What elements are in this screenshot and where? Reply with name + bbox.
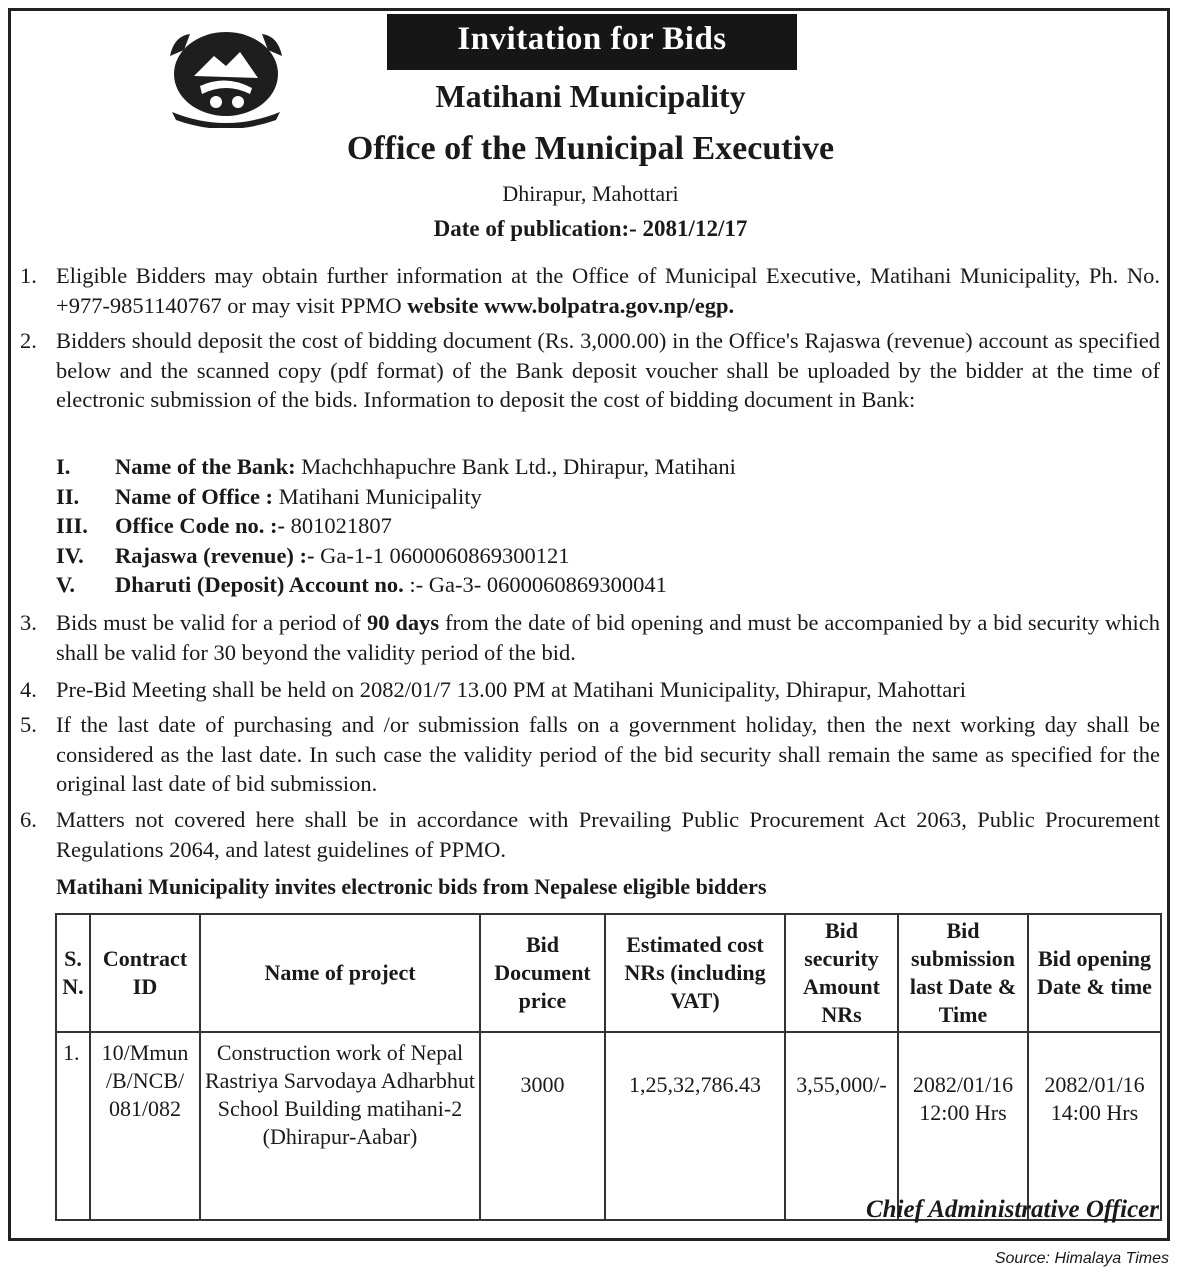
bids-table bbox=[55, 913, 1162, 1221]
bank-row: I. Name of the Bank: Machchhapuchre Bank Ltd., Dhirapur, Matihani bbox=[56, 454, 736, 479]
table-header-row bbox=[56, 914, 1161, 1032]
list-item: 1. Eligible Bidders may obtain further information at the Office of Municipal Executive, Matihani Municipality, Ph. No. +977-9851140767 or may visit PPMO website www.bolpatra.gov.np/egp. bbox=[20, 263, 1160, 318]
cell-security: 3,55,000/- bbox=[785, 1032, 898, 1220]
cell-doc-price: 3000 bbox=[480, 1032, 605, 1220]
list-item: 2. Bidders should deposit the cost of bidding document (Rs. 3,000.00) in the Office's Rajaswa (revenue) account as specified below and the scanned copy (pdf format) of the Bank deposit voucher shall be uploaded by the bidder at the time of electronic submission of the bids. Information to deposit the cost of bidding document in Bank: bbox=[20, 328, 1160, 412]
col-opening: Bid opening Date & time bbox=[1028, 914, 1161, 1032]
list-item: 5. If the last date of purchasing and /or submission falls on a government holiday, then the next working day shall be considered as the last date. In such case the validity period of the bid security shall remain the same as specified for the original last date of bid submission. bbox=[20, 712, 1160, 796]
col-estimated-cost: Estimated cost NRs (including VAT) bbox=[605, 914, 785, 1032]
cell-project: Construction work of Nepal Rastriya Sarvodaya Adharbhut School Building matihani-2 (Dhirapur-Aabar) bbox=[200, 1032, 480, 1220]
col-submission: Bid submission last Date & Time bbox=[898, 914, 1028, 1032]
list-item: 4. Pre-Bid Meeting shall be held on 2082/01/7 13.00 PM at Matihani Municipality, Dhirapur, Mahottari bbox=[20, 677, 967, 702]
list-item: 6. Matters not covered here shall be in accordance with Prevailing Public Procurement Act 2063, Public Procurement Regulations 2064, and latest guidelines of PPMO. bbox=[20, 807, 1160, 862]
cell-submission: 2082/01/16 12:00 Hrs bbox=[898, 1032, 1028, 1220]
cell-contract-id: 10/Mmun /B/NCB/ 081/082 bbox=[90, 1032, 200, 1220]
office-title: Office of the Municipal Executive bbox=[346, 130, 835, 167]
banner-title: Invitation for Bids bbox=[387, 14, 797, 70]
invites-heading: Matihani Municipality invites electronic bids from Nepalese eligible bidders bbox=[56, 874, 767, 899]
col-doc-price: Bid Document price bbox=[480, 914, 605, 1032]
signature: Chief Administrative Officer bbox=[865, 1196, 1159, 1223]
publication-date: Date of publication:- 2081/12/17 bbox=[433, 216, 748, 241]
bank-row: III. Office Code no. :- 801021807 bbox=[56, 513, 392, 539]
table-row bbox=[56, 1032, 1161, 1220]
col-security: Bid security Amount NRs bbox=[785, 914, 898, 1032]
col-contract-id: Contract ID bbox=[90, 914, 200, 1032]
bank-row: V. Dharuti (Deposit) Account no. :- Ga-3- 0600060869300041 bbox=[56, 572, 667, 598]
list-item: 3. Bids must be valid for a period of 90 days from the date of bid opening and must be accompanied by a bid security which shall be valid for 30 beyond the validity period of the bid. bbox=[20, 610, 1160, 665]
source-credit: Source: Himalaya Times bbox=[994, 1250, 1169, 1267]
bank-details bbox=[56, 452, 956, 600]
col-sn: S. N. bbox=[56, 914, 90, 1032]
website-link-text: website www.bolpatra.gov.np/egp. bbox=[407, 292, 735, 318]
col-project: Name of project bbox=[200, 914, 480, 1032]
bank-row: II. Name of Office : Matihani Municipality bbox=[56, 483, 482, 509]
watermark: ​ bbox=[285, 407, 374, 455]
cell-opening: 2082/01/16 14:00 Hrs bbox=[1028, 1032, 1161, 1220]
address: Dhirapur, Mahottari bbox=[502, 181, 679, 206]
org-name: Matihani Municipality bbox=[435, 78, 746, 114]
cell-estimated-cost: 1,25,32,786.43 bbox=[605, 1032, 785, 1220]
cell-sn: 1. bbox=[56, 1032, 90, 1220]
bank-row: IV. Rajaswa (revenue) :- Ga-1-1 0600060869300121 bbox=[56, 542, 570, 568]
